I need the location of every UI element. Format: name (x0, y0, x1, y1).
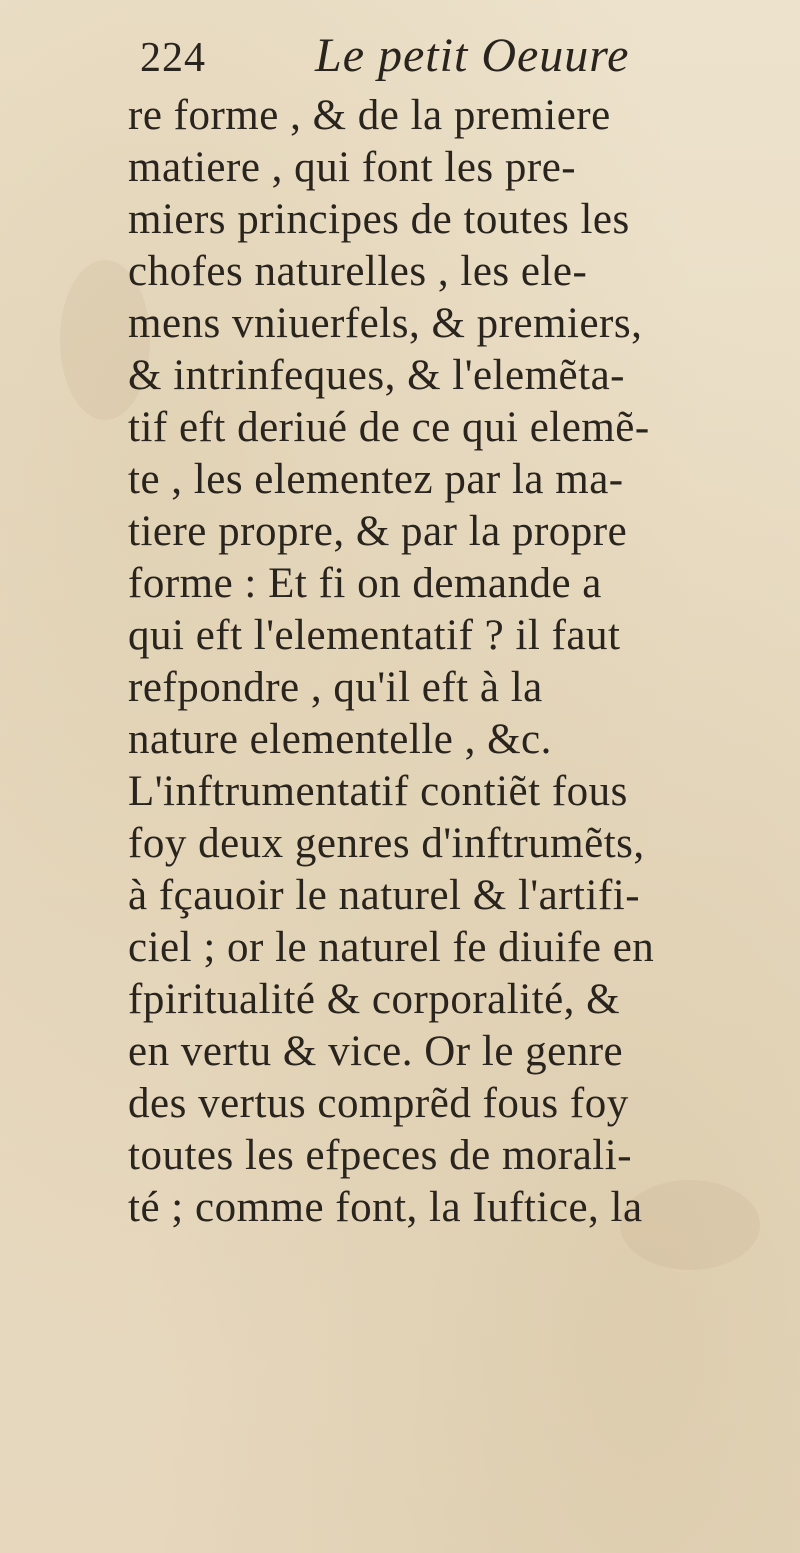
text-line: & intrinfeques, & l'elemẽta- (128, 352, 625, 399)
running-title: Le petit Oeuure (315, 29, 630, 82)
text-line: té ; comme font, la Iuftice, la (128, 1184, 643, 1231)
text-line: tif eft deriué de ce qui elemẽ- (128, 404, 650, 451)
text-line: toutes les efpeces de morali- (128, 1132, 633, 1179)
text-line: miers principes de toutes les (128, 196, 630, 243)
text-line: ciel ; or le naturel fe diuife en (128, 924, 655, 971)
text-line: en vertu & vice. Or le genre (128, 1028, 624, 1075)
text-line: des vertus comprẽd fous foy (128, 1080, 629, 1127)
text-line: matiere , qui font les pre- (128, 144, 577, 191)
text-line: re forme , & de la premiere (128, 92, 611, 139)
text-line: foy deux genres d'inftrumẽts, (128, 820, 645, 867)
text-line: tiere propre, & par la propre (128, 508, 628, 555)
text-line: qui eft l'elementatif ? il faut (128, 612, 621, 659)
page-header (140, 28, 760, 88)
text-line: L'inftrumentatif contiẽt fous (128, 768, 628, 815)
text-line: fpiritualité & corporalité, & (128, 976, 621, 1023)
body-text (128, 90, 768, 1234)
text-line: refpondre , qu'il eft à la (128, 664, 543, 711)
text-line: chofes naturelles , les ele- (128, 248, 588, 295)
page-number: 224 (140, 35, 206, 81)
text-line: mens vniuerfels, & premiers, (128, 300, 643, 347)
text-line: nature elementelle , &c. (128, 716, 552, 763)
text-line: forme : Et fi on demande a (128, 560, 602, 607)
text-line: à fçauoir le naturel & l'artifi- (128, 872, 641, 919)
text-line: te , les elementez par la ma- (128, 456, 624, 503)
